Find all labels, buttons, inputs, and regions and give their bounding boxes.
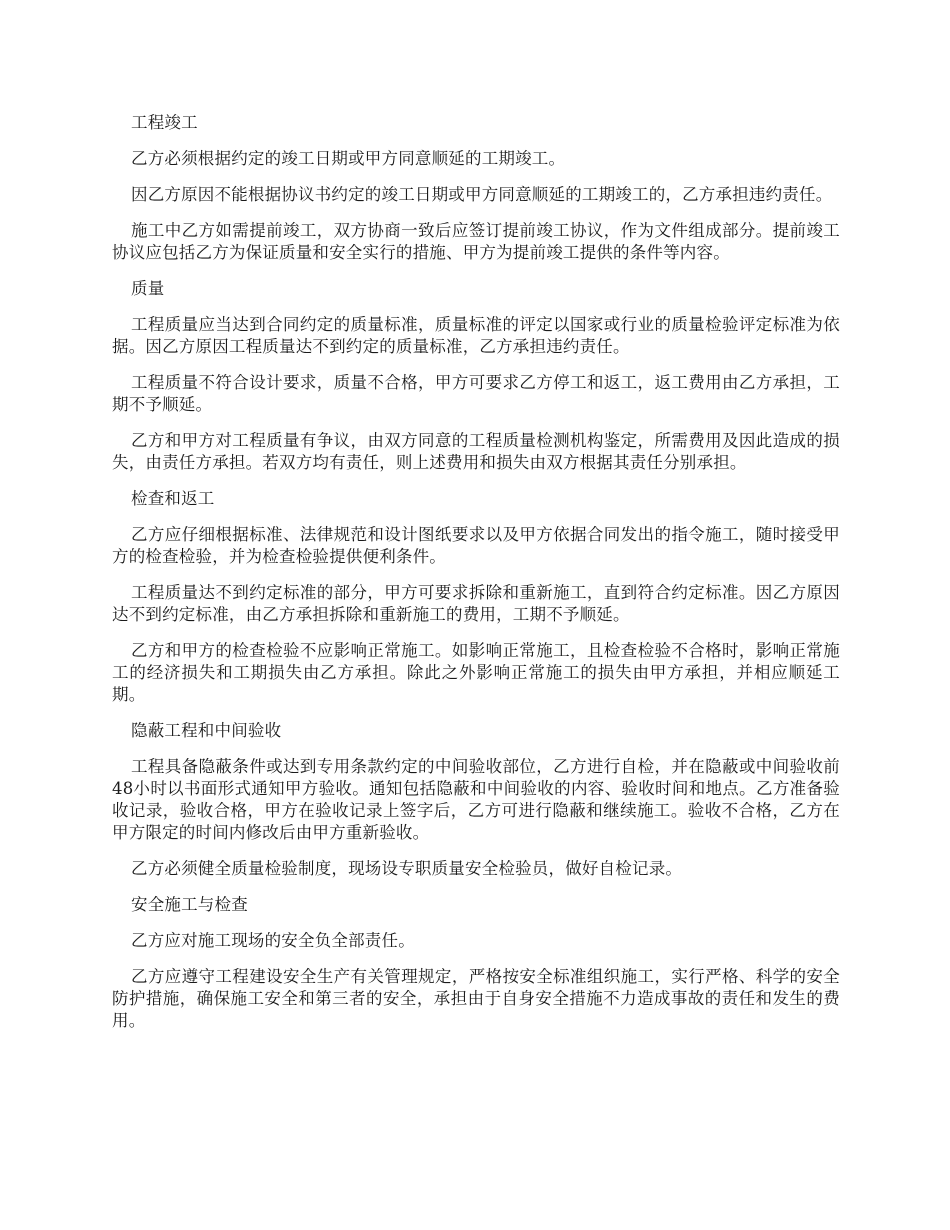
paragraph: 乙方必须根据约定的竣工日期或甲方同意顺延的工期竣工。 <box>131 149 566 168</box>
section-heading-inspection: 检查和返工 <box>131 489 215 508</box>
paragraph: 乙方应遵守工程建设安全生产有关管理规定，严格按安全标准组织施工，实行严格、科学的安全防护措施，确保施工安全和第三者的安全，承担由于自身安全措施不力造成事故的责任和发生的费用。 <box>112 967 840 1030</box>
paragraph: 乙方必须健全质量检验制度，现场设专职质量安全检验员，做好自检记录。 <box>131 859 683 878</box>
paragraph: 工程质量达不到约定标准的部分，甲方可要求拆除和重新施工，直到符合约定标准。因乙方原因达不到约定标准，由乙方承担拆除和重新施工的费用，工期不予顺延。 <box>112 583 840 624</box>
paragraph: 施工中乙方如需提前竣工，双方协商一致后应签订提前竣工协议，作为文件组成部分。提前竣工协议应包括乙方为保证质量和安全实行的措施、甲方为提前竣工提供的条件等内容。 <box>112 221 840 262</box>
paragraph: 工程质量应当达到合同约定的质量标准，质量标准的评定以国家或行业的质量检验评定标准为依据。因乙方原因工程质量达不到约定的质量标准，乙方承担违约责任。 <box>112 315 840 356</box>
paragraph: 因乙方原因不能根据协议书约定的竣工日期或甲方同意顺延的工期竣工的，乙方承担违约责任。 <box>131 185 833 204</box>
section-heading-completion: 工程竣工 <box>131 113 198 132</box>
section-heading-concealed-works: 隐蔽工程和中间验收 <box>131 721 282 740</box>
paragraph: 工程具备隐蔽条件或达到专用条款约定的中间验收部位，乙方进行自检，并在隐蔽或中间验收前48小时以书面形式通知甲方验收。通知包括隐蔽和中间验收的内容、验收时间和地点。乙方准备验收记录，验收合格，甲方在验收记录上签字后，乙方可进行隐蔽和继续施工。验收不合格，乙方在甲方限定的时间内修改后由甲方重新验收。 <box>112 757 840 842</box>
paragraph: 乙方应仔细根据标准、法律规范和设计图纸要求以及甲方依据合同发出的指令施工，随时接受甲方的检查检验，并为检查检验提供便利条件。 <box>112 525 840 566</box>
paragraph: 乙方和甲方对工程质量有争议，由双方同意的工程质量检测机构鉴定，所需费用及因此造成的损失，由责任方承担。若双方均有责任，则上述费用和损失由双方根据其责任分别承担。 <box>112 431 840 472</box>
section-heading-quality: 质量 <box>131 279 165 298</box>
document-page <box>112 112 840 1046</box>
paragraph: 工程质量不符合设计要求，质量不合格，甲方可要求乙方停工和返工，返工费用由乙方承担，工期不予顺延。 <box>112 373 840 414</box>
paragraph: 乙方和甲方的检查检验不应影响正常施工。如影响正常施工，且检查检验不合格时，影响正常施工的经济损失和工期损失由乙方承担。除此之外影响正常施工的损失由甲方承担，并相应顺延工期。 <box>112 641 840 704</box>
section-heading-safety: 安全施工与检查 <box>131 895 248 914</box>
paragraph: 乙方应对施工现场的安全负全部责任。 <box>131 931 415 950</box>
